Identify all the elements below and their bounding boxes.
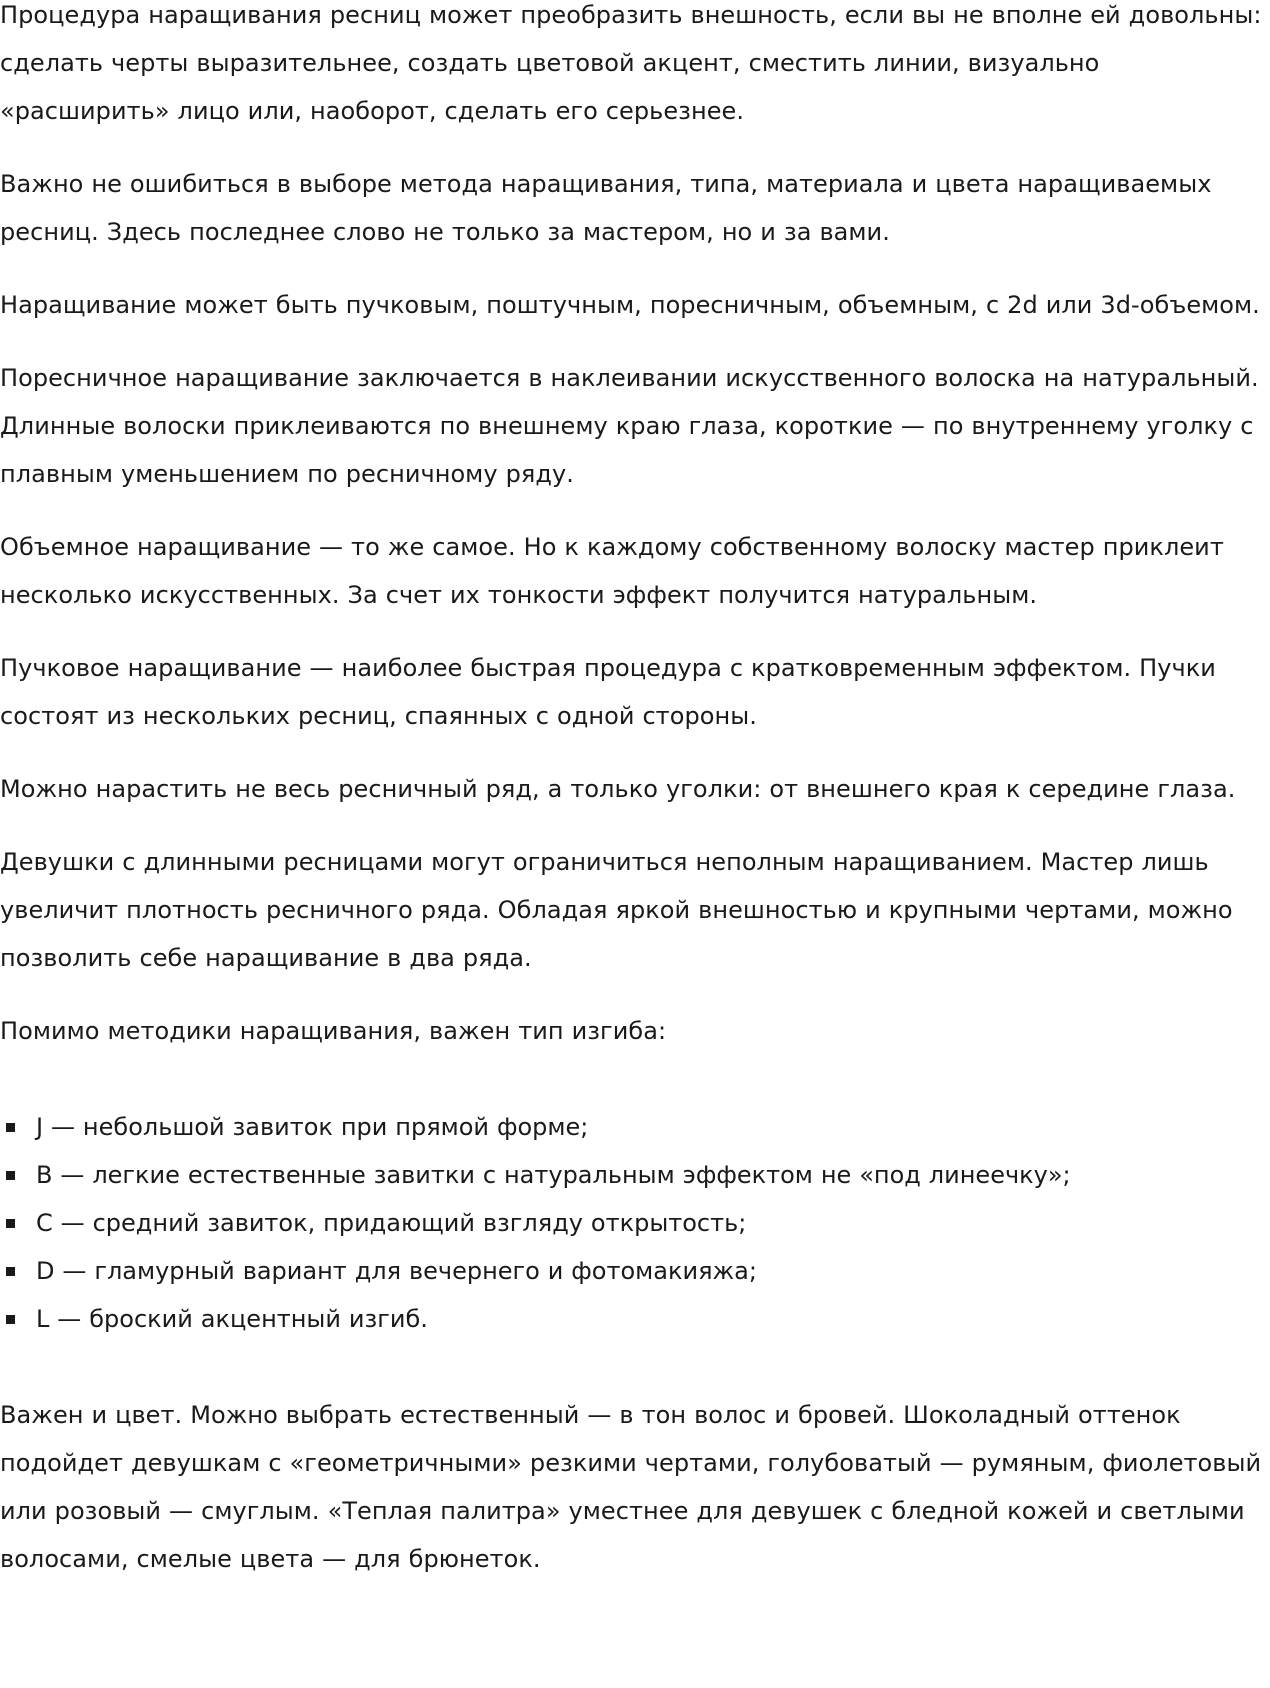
list-item <box>0 1295 1270 1343</box>
square-bullet-icon <box>6 1123 15 1132</box>
square-bullet-icon <box>6 1171 15 1180</box>
list-item <box>0 1247 1270 1295</box>
list-item <box>0 1103 1270 1151</box>
list-item-text: B — легкие естественные завитки с натуральным эффектом не «под линеечку»; <box>36 1161 1071 1189</box>
curl-type-list <box>0 1103 1270 1343</box>
paragraph-intro: Процедура наращивания ресниц может преобразить внешность, если вы не вполне ей довольны: сделать черты выразительнее, создать цветовой акцент, сместить линии, визуально «расширить» лицо или, наоборот, сделать его серьезнее. <box>0 1 1262 125</box>
square-bullet-icon <box>6 1267 15 1276</box>
paragraph-color: Важен и цвет. Можно выбрать естественный — в тон волос и бровей. Шоколадный оттенок подойдет девушкам с «геометричными» резкими чертами, голубоватый — румяным, фиолетовый или розовый — смуглым. «Теплая палитра» уместнее для девушек с бледной кожей и светлыми волосами, смелые цвета — для брюнеток. <box>0 1401 1262 1573</box>
paragraph-per-lash: Поресничное наращивание заключается в наклеивании искусственного волоска на натуральный. Длинные волоски приклеиваются по внешнему краю глаза, короткие — по внутреннему уголку с плавным уменьшением по ресничному ряду. <box>0 364 1259 488</box>
paragraph-volume: Объемное наращивание — то же самое. Но к каждому собственному волоску мастер приклеит несколько искусственных. За счет их тонкости эффект получится натуральным. <box>0 533 1224 609</box>
paragraph-partial: Девушки с длинными ресницами могут ограничиться неполным наращиванием. Мастер лишь увеличит плотность ресничного ряда. Обладая яркой внешностью и крупными чертами, можно позволить себе наращивание в два ряда. <box>0 848 1233 972</box>
list-item-text: D — гламурный вариант для вечернего и фотомакияжа; <box>36 1257 757 1285</box>
list-item-text: J — небольшой завиток при прямой форме; <box>36 1113 589 1141</box>
paragraph-corners: Можно нарастить не весь ресничный ряд, а только уголки: от внешнего края к середине глаза. <box>0 775 1236 803</box>
paragraph-curl-intro: Помимо методики наращивания, важен тип изгиба: <box>0 1017 667 1045</box>
square-bullet-icon <box>6 1315 15 1324</box>
list-item-text: L — броский акцентный изгиб. <box>36 1305 428 1333</box>
paragraph-bundle: Пучковое наращивание — наиболее быстрая процедура с кратковременным эффектом. Пучки состоят из нескольких ресниц, спаянных с одной стороны. <box>0 654 1216 730</box>
square-bullet-icon <box>6 1219 15 1228</box>
list-item-text: C — средний завиток, придающий взгляду открытость; <box>36 1209 747 1237</box>
list-item <box>0 1199 1270 1247</box>
paragraph-choice: Важно не ошибиться в выборе метода наращивания, типа, материала и цвета наращиваемых ресниц. Здесь последнее слово не только за мастером, но и за вами. <box>0 170 1212 246</box>
paragraph-methods: Наращивание может быть пучковым, поштучным, поресничным, объемным, с 2d или 3d-объемом. <box>0 291 1260 319</box>
list-item <box>0 1151 1270 1199</box>
